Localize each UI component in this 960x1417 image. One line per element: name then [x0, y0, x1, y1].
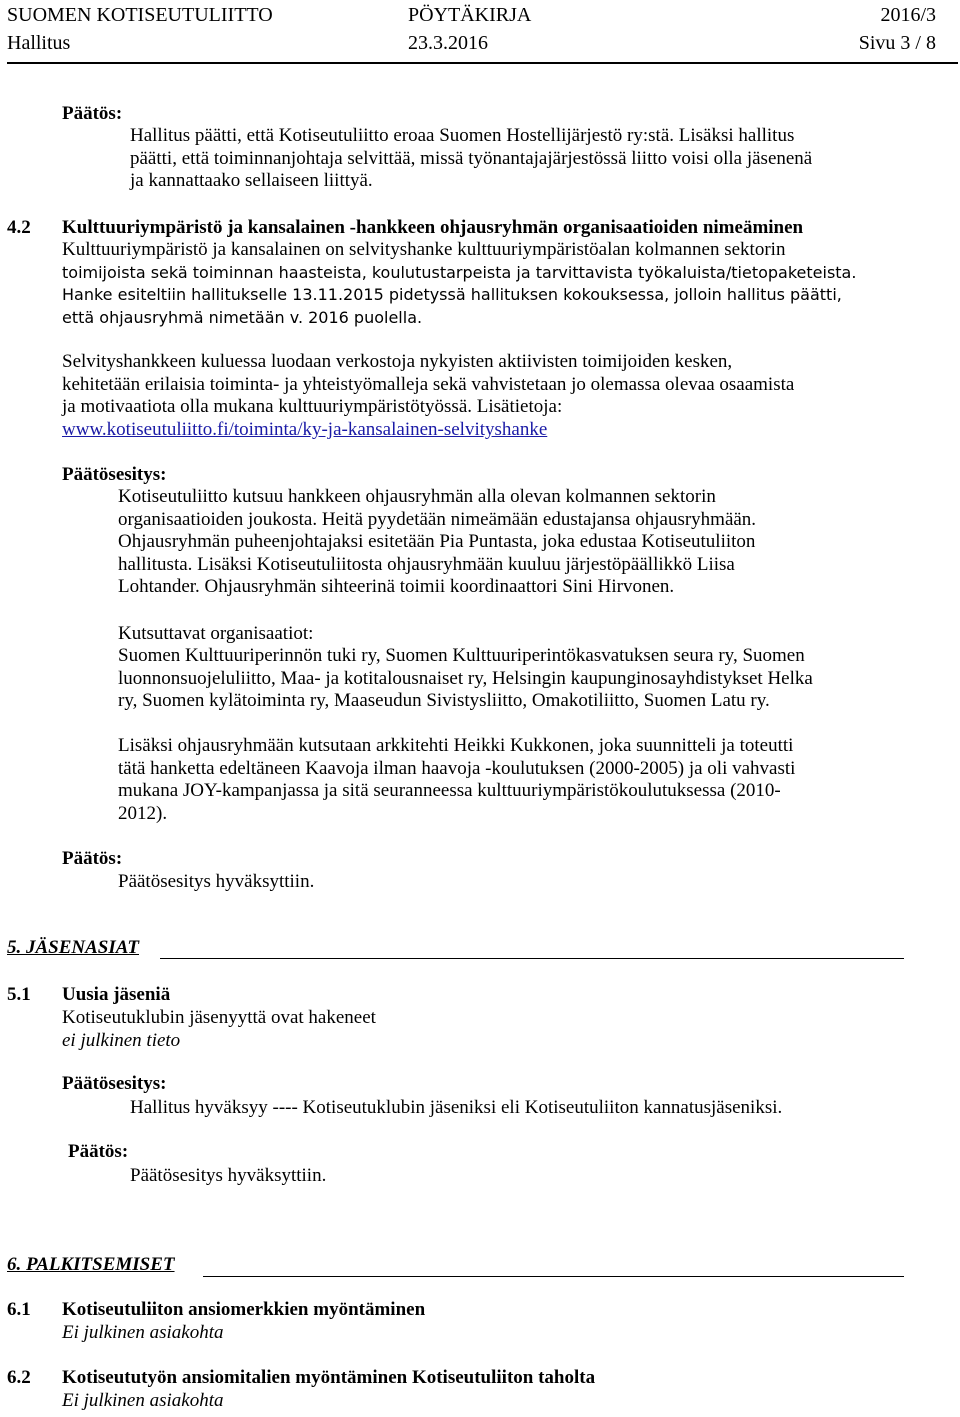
header-date: 23.3.2016 [408, 32, 488, 54]
item-4-2-additional: Lisäksi ohjausryhmään kutsutaan arkkitehti Heikki Kukkonen, joka suunnitteli ja toteutti tätä hanketta edeltäneen Kaavoja ilman haavoja -koulutuksen (2000-2005) ja oli vahvasti mukana JOY-kampanjassa ja sitä seuranneessa kulttuuriympäristökoulutuksessa (2010- 2012). [118, 735, 796, 824]
item-4-2-proposal-label: Päätösesitys: [62, 464, 167, 485]
section-6-heading: 6. PALKITSEMISET [7, 1254, 175, 1275]
item-6-2-title: Kotiseututyön ansiomitalien myöntäminen Kotiseutuliiton taholta [62, 1367, 596, 1388]
item-5-1-number: 5.1 [7, 984, 31, 1005]
item-5-1-text: Kotiseutuklubin jäsenyyttä ovat hakeneet [62, 1007, 376, 1028]
header-org: SUOMEN KOTISEUTULIITTO [7, 4, 273, 26]
header-body: Hallitus [7, 32, 71, 54]
item-4-2-proposal: Kotiseutuliitto kutsuu hankkeen ohjausryhmän alla olevan kolmannen sektorin organisaatioiden joukosta. Heitä pyydetään nimeämään edustajansa ohjausryhmään. Ohjausryhmän puheenjohtajaksi esitetään Pia Puntasta, joka edustaa Kotiseutuliiton hallitusta. Lisäksi Kotiseutuliitosta ohjausryhmään kuuluu järjestöpäällikkö Liisa Lohtander. Ohjausryhmän sihteerinä toimii koordinaattori Sini Hirvonen. [118, 486, 757, 598]
invited-orgs-label: Kutsuttavat organisaatiot: [118, 623, 314, 644]
item-4-2-number: 4.2 [7, 217, 31, 238]
header-doc-number: 2016/3 [880, 4, 936, 26]
item-5-1-proposal: Hallitus hyväksyy ---- Kotiseutuklubin jäseniksi eli Kotiseutuliiton kannatusjäseniksi. [130, 1097, 783, 1118]
item-6-2-number: 6.2 [7, 1367, 31, 1388]
item-5-1-proposal-label: Päätösesitys: [62, 1073, 167, 1094]
invited-orgs-list: Suomen Kulttuuriperinnön tuki ry, Suomen Kulttuuriperintökasvatuksen seura ry, Suomen luonnonsuojeluliitto, Maa- ja kotitalousnaiset ry, Helsingin kaupunginosayhdistykset Helka ry, Suomen kylätoiminta ry, Maaseudun Sivistysliitto, Omakotiliitto, Suomen Latu ry. [118, 645, 813, 712]
item-5-1-confidential: ei julkinen tieto [62, 1030, 181, 1051]
item-4-2-decision-label: Päätös: [62, 848, 123, 869]
top-decision-label: Päätös: [62, 103, 123, 124]
item-4-2-intro: Kulttuuriympäristö ja kansalainen on selvityshanke kulttuuriympäristöalan kolmannen sektorin toimijoista sekä toiminnan haasteista, koulutustarpeista ja tarvittavista työkaluista/tietopaketeista. Hanke esiteltiin hallitukselle 13.11.2015 pidetyssä hallituksen kokouksessa, jolloin hallitus päätti, että ohjausryhmä nimetään v. 2016 puolella. [62, 239, 857, 327]
item-4-2-paragraph-2: Selvityshankkeen kuluessa luodaan verkostoja nykyisten aktiivisten toimijoiden kesken, kehitetään erilaisia toiminta- ja yhteistyömalleja sekä vahvistetaan jo olemassa olevaa osaamista ja motivaatiota olla mukana kulttuuriympäristötyössä. Lisätietoja: [62, 351, 795, 418]
section-6-underline [203, 1276, 904, 1277]
item-4-2-decision: Päätösesitys hyväksyttiin. [118, 871, 315, 892]
item-5-1-title: Uusia jäseniä [62, 984, 171, 1005]
header-doc-type: PÖYTÄKIRJA [408, 4, 532, 26]
item-6-2-note: Ei julkinen asiakohta [62, 1390, 224, 1411]
item-4-2-title: Kulttuuriympäristö ja kansalainen -hankkeen ohjausryhmän organisaatioiden nimeäminen [62, 217, 804, 238]
header-rule [7, 62, 958, 64]
item-6-1-note: Ei julkinen asiakohta [62, 1322, 224, 1343]
section-5-heading: 5. JÄSENASIAT [7, 937, 139, 958]
project-link[interactable]: www.kotiseutuliitto.fi/toiminta/ky-ja-kansalainen-selvityshanke [62, 419, 548, 440]
section-5-underline [160, 958, 904, 959]
item-6-1-number: 6.1 [7, 1299, 31, 1320]
item-6-1-title: Kotiseutuliiton ansiomerkkien myöntäminen [62, 1299, 426, 1320]
item-5-1-decision-label: Päätös: [68, 1141, 129, 1162]
header-page: Sivu 3 / 8 [858, 32, 936, 54]
item-5-1-decision: Päätösesitys hyväksyttiin. [130, 1165, 327, 1186]
top-decision-text: Hallitus päätti, että Kotiseutuliitto eroaa Suomen Hostellijärjestö ry:stä. Lisäksi hallitus päätti, että toiminnanjohtaja selvittää, missä työnantajajärjestössä liitto voisi olla jäsenenä ja kannattaako sellaiseen liittyä. [130, 125, 813, 192]
